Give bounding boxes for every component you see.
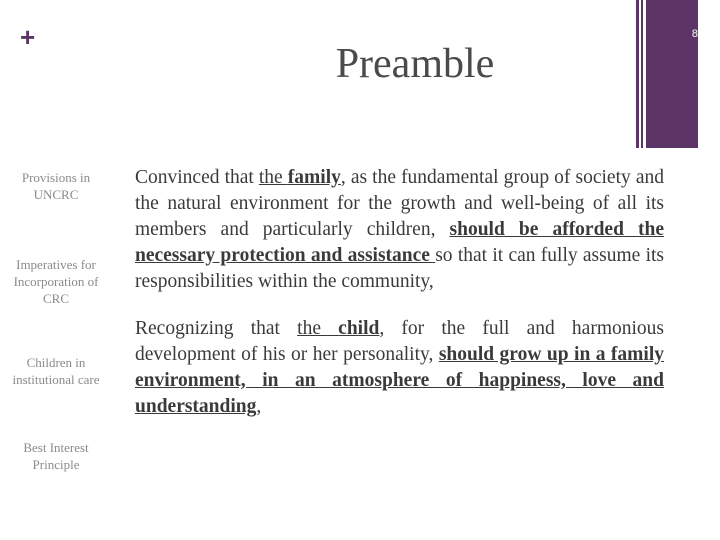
text-segment: so that it can fully assume its responsibilities within the community, — [135, 245, 664, 292]
slide-title: Preamble — [335, 41, 495, 87]
decorative-bar — [646, 0, 698, 148]
text-segment: , for the full and harmonious development of his or her personality, — [135, 318, 664, 365]
sidebar-item-provisions-in-uncrc[interactable]: Provisions in UNCRC — [21, 170, 91, 202]
text-segment: Recognizing that — [135, 318, 298, 339]
text-segment-emphasis — [338, 318, 379, 339]
decorative-bar — [641, 0, 643, 148]
text-bold: family — [287, 167, 341, 188]
plus-icon: + — [20, 22, 36, 52]
text-segment: , as the fundamental group of society and the natural environment for the growth and well-being of all its members and particularly children, — [135, 167, 664, 240]
text-segment-underlined: the — [297, 318, 339, 339]
sidebar-item-children-in-institutional-care[interactable]: Children in institutional care — [12, 355, 100, 387]
text-segment-emphasis — [288, 167, 341, 188]
text-segment-underlined: the — [258, 167, 288, 188]
page-number: 8 — [691, 28, 698, 40]
sidebar-item-best-interest-principle[interactable]: Best Interest Principle — [23, 440, 89, 472]
preamble-paragraph-child — [135, 316, 664, 420]
sidebar-item-imperatives-for-incorporation[interactable]: Imperatives for Incorporation of CRC — [13, 257, 99, 306]
text-segment: , — [256, 396, 262, 417]
text-bold: child — [338, 318, 380, 339]
text-segment: Convinced that — [135, 167, 259, 188]
decorative-bar — [636, 0, 639, 148]
preamble-paragraph-family — [135, 165, 664, 295]
text-bold: should grow up in a family environment, in an atmosphere of happiness, love and understanding — [135, 344, 665, 417]
text-bold: should be afforded the necessary protection and assistance — [135, 219, 664, 266]
